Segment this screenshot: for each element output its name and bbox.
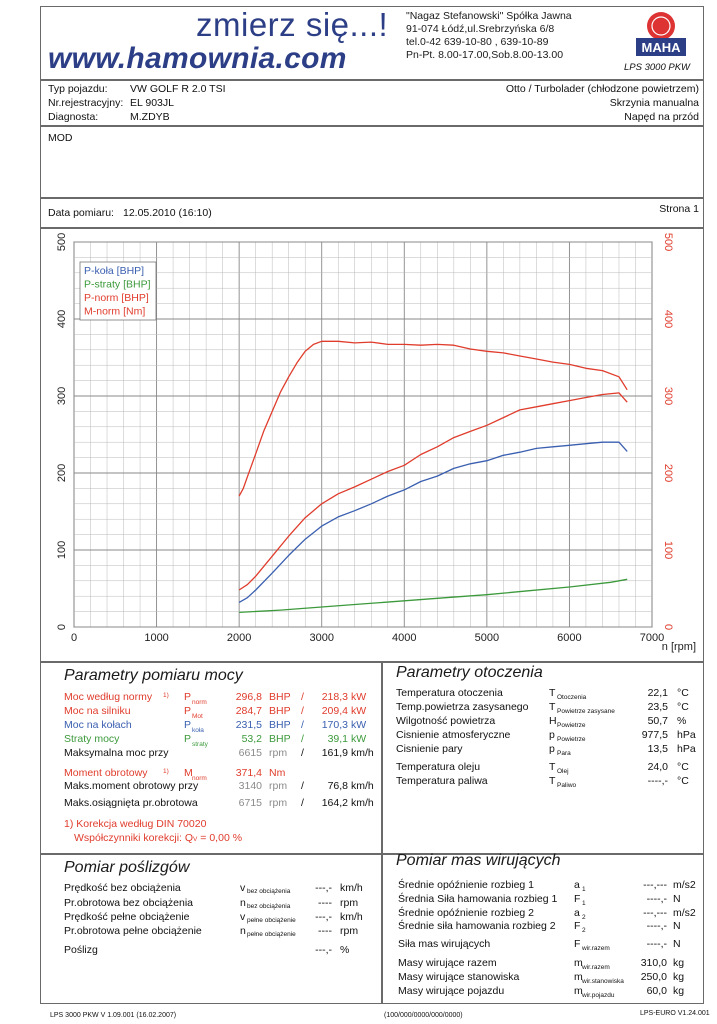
y-right-tick-label: 500 — [662, 232, 674, 252]
power-section-title: Parametry pomiaru mocy — [64, 667, 243, 684]
mass-row-unit: kg — [673, 957, 685, 969]
mass-row-symbol-sub: 2 — [582, 927, 586, 934]
ambient-row-unit: % — [677, 715, 687, 727]
ambient-row-unit: °C — [677, 761, 689, 773]
mass-row-value: ---,--- — [643, 907, 667, 919]
power-row-value: 371,4 — [235, 767, 262, 779]
slip-row-symbol-sub: bez obciążenia — [247, 903, 291, 910]
slip-row-unit: % — [340, 944, 350, 956]
ambient-row-label: Wilgotność powietrza — [396, 715, 496, 727]
legend-entry: P-straty [BHP] — [84, 278, 151, 291]
address-line: Pn-Pt. 8.00-17.00,Sob.8.00-13.00 — [406, 49, 564, 61]
x-tick-label: 0 — [70, 632, 78, 644]
slip-row-unit: rpm — [340, 897, 359, 909]
legend-entry: M-norm [Nm] — [84, 305, 146, 318]
mass-row-unit: kg — [673, 971, 685, 983]
ambient-row-symbol: T — [549, 761, 556, 773]
ambient-row-symbol: p — [549, 743, 555, 755]
y-right-tick-label: 0 — [662, 623, 674, 631]
power-row-label: Maks.moment obrotowy przy — [64, 780, 199, 792]
y-left-tick-label: 200 — [56, 463, 68, 483]
power-row-value: 231,5 — [235, 719, 262, 731]
power-row-separator: / — [301, 747, 304, 759]
power-row-unit-2: kW — [351, 719, 367, 731]
power-row-unit: BHP — [269, 733, 291, 745]
power-row-label: Maks.osiągnięta pr.obrotowa — [64, 797, 198, 809]
slip-row-value: ---- — [318, 897, 332, 909]
mass-row-value: 310,0 — [640, 957, 667, 969]
logo-seal — [647, 12, 675, 40]
mass-row-unit: m/s2 — [673, 907, 696, 919]
diagnostician-value: M.ZDYB — [130, 111, 170, 123]
power-row-value-2: 218,3 — [321, 691, 348, 703]
mass-row-value: ----,- — [646, 920, 667, 932]
ambient-row-unit: °C — [677, 687, 689, 699]
mass-row-symbol-sub: 2 — [582, 914, 586, 921]
mass-row-label: Masy wirujące pojazdu — [398, 985, 505, 997]
power-row-separator: / — [301, 733, 304, 745]
power-row-value: 284,7 — [235, 705, 262, 717]
mass-row-symbol-sub: 1 — [582, 900, 586, 907]
ambient-row-symbol: H — [549, 715, 557, 727]
ambient-row-value: 977,5 — [641, 729, 668, 741]
power-row-symbol-sub: norm — [192, 775, 207, 782]
power-row-value: 6615 — [238, 747, 262, 759]
ambient-row-value: ----,- — [647, 775, 668, 787]
power-row-value-2: 164,2 — [321, 797, 348, 809]
slip-row-value: ---,- — [315, 911, 332, 923]
ambient-row-label: Temperatura otoczenia — [396, 687, 503, 699]
engine-type: Otto / Turbolader (chłodzone powietrzem) — [505, 83, 699, 95]
power-row-value: 3140 — [238, 780, 262, 792]
mass-row-value: ----,- — [646, 893, 667, 905]
power-row-symbol: P — [184, 733, 192, 745]
slip-row-value: ---,- — [315, 944, 332, 956]
correction-coefficient — [74, 832, 242, 844]
address-line: tel.0-42 639-10-80 , 639-10-89 — [406, 36, 549, 48]
logo-text: MAHA — [641, 40, 681, 55]
x-tick-label: 1000 — [144, 632, 169, 644]
ambient-row-unit: °C — [677, 701, 689, 713]
mass-row-unit: kg — [673, 985, 685, 997]
power-row-unit-2: kW — [351, 705, 367, 717]
ambient-row-unit: °C — [677, 775, 689, 787]
mass-row-unit: m/s2 — [673, 879, 696, 891]
power-row-symbol: M — [184, 767, 193, 779]
drive-type: Napęd na przód — [624, 111, 699, 123]
y-left-tick-label: 500 — [56, 232, 68, 252]
vehicle-type-value: VW GOLF R 2.0 TSI — [130, 83, 226, 95]
mass-row-label: Średnie opóźnienie rozbieg 1 — [398, 879, 535, 891]
power-row-separator: / — [301, 705, 304, 717]
legend-entry: P-norm [BHP] — [84, 292, 149, 304]
power-row-unit: BHP — [269, 705, 291, 717]
notes-frame — [40, 126, 704, 198]
power-row-note: 1) — [163, 692, 169, 699]
power-row-label: Moc na silniku — [64, 705, 131, 717]
mass-row-label: Średnie opóźnienie rozbieg 2 — [398, 907, 535, 919]
x-tick-label: 7000 — [639, 632, 665, 644]
page-number: Strona 1 — [659, 203, 699, 215]
power-row-separator: / — [301, 691, 304, 703]
mass-row-symbol: m — [574, 971, 583, 983]
slip-row-symbol: v — [240, 882, 246, 894]
mass-row-symbol: m — [574, 985, 583, 997]
address-line: 91-074 Łódź,ul.Srebrzyńska 6/8 — [406, 23, 555, 35]
y-right-tick-label: 200 — [662, 463, 674, 483]
coefficient-label: Współczynniki korekcji: Q — [74, 832, 194, 844]
ambient-row-unit: hPa — [677, 743, 696, 755]
notes-text: MOD — [48, 132, 73, 144]
x-tick-label: 3000 — [309, 632, 334, 644]
vehicle-reg-value: EL 903JL — [130, 97, 174, 109]
power-row-value-2: 170,3 — [321, 719, 348, 731]
ambient-row-label: Cisnienie atmosferyczne — [396, 729, 511, 741]
model-label: LPS 3000 PKW — [624, 62, 691, 73]
power-row-symbol-sub: koła — [192, 727, 204, 734]
ambient-row-value: 22,1 — [647, 687, 668, 699]
power-row-unit: BHP — [269, 719, 291, 731]
ambient-row-symbol-sub: Powietrze zasysane — [557, 708, 615, 715]
power-row-unit-2: kW — [351, 733, 367, 745]
ambient-row-label: Cisnienie pary — [396, 743, 463, 755]
ambient-section-title: Parametry otoczenia — [396, 664, 543, 681]
footer-right: LPS-EURO V1.24.001 — [640, 1010, 710, 1017]
power-row-label: Maksymalna moc przy — [64, 747, 169, 759]
mass-row-symbol-sub: wir.stanowiska — [582, 978, 624, 985]
footer-left: LPS 3000 PKW V 1.09.001 (16.02.2007) — [50, 1012, 177, 1019]
mass-row-value: ----,- — [646, 938, 667, 950]
y-right-tick-label: 300 — [662, 386, 674, 406]
power-row-label: Moment obrotowy — [64, 767, 148, 779]
power-row-unit: rpm — [269, 797, 288, 809]
y-right-tick-label: 100 — [662, 540, 674, 560]
coefficient-value: = 0,00 % — [200, 832, 243, 844]
power-row-value-2: 76,8 — [327, 780, 348, 792]
mass-row-label: Masy wirujące razem — [398, 957, 497, 969]
ambient-row-value: 50,7 — [647, 715, 668, 727]
ambient-row-symbol: T — [549, 775, 556, 787]
slip-row-label: Prędkość pełne obciążenie — [64, 911, 190, 923]
diagnostician-label: Diagnosta: — [48, 111, 99, 123]
slip-row-unit: km/h — [340, 911, 363, 923]
ambient-row-value: 23,5 — [647, 701, 668, 713]
ambient-row-symbol-sub: Olej — [557, 768, 569, 775]
power-row-symbol: P — [184, 705, 192, 717]
power-row-symbol-sub: Mot — [192, 713, 203, 720]
mass-row-unit: N — [673, 938, 681, 950]
ambient-row-symbol: T — [549, 687, 556, 699]
power-row-unit-2: km/h — [351, 780, 374, 792]
slip-row-label: Pr.obrotowa pełne obciążenie — [64, 925, 202, 937]
ambient-row-symbol-sub: Powietrze — [557, 722, 586, 729]
ambient-row-symbol-sub: Paliwo — [557, 782, 577, 789]
power-row-separator: / — [301, 780, 304, 792]
ambient-row-label: Temperatura oleju — [396, 761, 481, 773]
coefficient-sub: V — [193, 836, 198, 843]
power-row-unit-2: km/h — [351, 747, 374, 759]
power-row-unit: Nm — [269, 767, 286, 779]
mass-row-label: Siła mas wirujących — [398, 938, 491, 950]
ambient-row-value: 13,5 — [647, 743, 668, 755]
power-row-unit: rpm — [269, 747, 288, 759]
maha-logo — [628, 8, 694, 62]
power-row-symbol: P — [184, 691, 192, 703]
company-address — [406, 10, 572, 62]
website[interactable]: www.hamownia.com — [48, 42, 347, 75]
slip-row-symbol: v — [240, 911, 246, 923]
power-row-value: 296,8 — [235, 691, 262, 703]
slip-row-unit: rpm — [340, 925, 359, 937]
power-row-value-2: 39,1 — [327, 733, 348, 745]
x-tick-label: 5000 — [474, 632, 500, 644]
footer-center: (100/000/0000/000/0000) — [384, 1012, 463, 1019]
y-left-tick-label: 0 — [56, 623, 68, 631]
slip-row-unit: km/h — [340, 882, 363, 894]
ambient-row-symbol: p — [549, 729, 555, 741]
power-row-unit: rpm — [269, 780, 288, 792]
ambient-row-symbol-sub: Para — [557, 750, 571, 757]
mass-row-value: 250,0 — [640, 971, 667, 983]
power-row-note: 1) — [163, 768, 169, 775]
slip-row-label: Poślizg — [64, 944, 98, 956]
slip-row-label: Prędkość bez obciążenia — [64, 882, 181, 894]
slip-row-value: ---- — [318, 925, 332, 937]
mass-row-value: ---,--- — [643, 879, 667, 891]
power-row-value: 53,2 — [241, 733, 262, 745]
mass-row-symbol-sub: 1 — [582, 886, 586, 893]
legend-entry: P-koła [BHP] — [84, 265, 145, 277]
power-row-symbol-sub: norm — [192, 699, 207, 706]
slip-row-symbol: n — [240, 897, 246, 909]
slip-row-symbol: n — [240, 925, 246, 937]
ambient-row-symbol: T — [549, 701, 556, 713]
power-row-value-2: 209,4 — [321, 705, 348, 717]
power-row-separator: / — [301, 797, 304, 809]
correction-note: 1) Korekcja według DIN 70020 — [64, 818, 207, 830]
power-row-label: Straty mocy — [64, 733, 120, 745]
chart-grid — [74, 242, 652, 627]
x-tick-label: 2000 — [226, 632, 252, 644]
slogan: zmierz się...! — [196, 6, 389, 43]
y-right-tick-label: 400 — [662, 309, 674, 329]
mass-row-symbol-sub: wir.pojazdu — [582, 992, 615, 999]
slip-row-symbol-sub: pełne obciążenie — [247, 917, 296, 924]
mass-row-symbol-sub: wir.razem — [582, 964, 610, 971]
power-row-value: 6715 — [238, 797, 262, 809]
power-row-label: Moc na kołach — [64, 719, 132, 731]
address-line: "Nagaz Stefanowski" Spółka Jawna — [406, 10, 572, 22]
slip-row-symbol-sub: bez obciążenia — [247, 888, 291, 895]
date-label: Data pomiaru: — [48, 207, 114, 219]
ambient-row-value: 24,0 — [647, 761, 668, 773]
masses-section-title: Pomiar mas wirujących — [396, 852, 561, 869]
y-left-tick-label: 400 — [56, 309, 68, 329]
mass-row-unit: N — [673, 920, 681, 932]
dyno-chart — [40, 228, 702, 660]
mass-row-symbol-sub: wir.razem — [582, 945, 610, 952]
mass-row-symbol: F — [574, 938, 581, 950]
mass-row-symbol: a — [574, 879, 580, 891]
mass-row-unit: N — [673, 893, 681, 905]
power-row-unit-2: kW — [351, 691, 367, 703]
gearbox-type: Skrzynia manualna — [609, 97, 699, 109]
power-row-symbol-sub: straty — [192, 741, 208, 748]
power-row-value-2: 161,9 — [321, 747, 348, 759]
mass-row-symbol: m — [574, 957, 583, 969]
chart-legend — [80, 262, 156, 320]
plot-area — [74, 242, 652, 627]
y-left-tick-label: 300 — [56, 386, 68, 406]
ambient-row-symbol-sub: Powietrze — [557, 736, 586, 743]
mass-row-label: Masy wirujące stanowiska — [398, 971, 520, 983]
y-left-tick-label: 100 — [56, 540, 68, 560]
slip-row-value: ---,- — [315, 882, 332, 894]
ambient-row-unit: hPa — [677, 729, 696, 741]
mass-row-symbol: F — [574, 920, 581, 932]
mass-row-label: Średnie siła hamowania rozbieg 2 — [398, 920, 556, 932]
slip-section-title: Pomiar poślizgów — [64, 859, 190, 876]
x-tick-label: 6000 — [557, 632, 582, 644]
mass-row-symbol: F — [574, 893, 581, 905]
ambient-row-label: Temperatura paliwa — [396, 775, 488, 787]
power-row-unit: BHP — [269, 691, 291, 703]
vehicle-type-label: Typ pojazdu: — [48, 83, 108, 95]
x-tick-label: 4000 — [392, 632, 417, 644]
ambient-row-label: Temp.powietrza zasysanego — [396, 701, 529, 713]
power-row-separator: / — [301, 719, 304, 731]
mass-row-symbol: a — [574, 907, 580, 919]
x-axis-label: n [rpm] — [661, 641, 696, 653]
mass-row-value: 60,0 — [646, 985, 667, 997]
power-row-symbol: P — [184, 719, 192, 731]
power-row-label: Moc według normy — [64, 691, 153, 703]
slip-row-label: Pr.obrotowa bez obciążenia — [64, 897, 193, 909]
power-row-unit-2: km/h — [351, 797, 374, 809]
vehicle-reg-label: Nr.rejestracyjny: — [48, 97, 124, 109]
slip-row-symbol-sub: pełne obciążenie — [247, 931, 296, 938]
date-value: 12.05.2010 (16:10) — [123, 207, 212, 219]
ambient-row-symbol-sub: Otoczenia — [557, 694, 587, 701]
mass-row-label: Średnia Siła hamowania rozbieg 1 — [398, 893, 558, 905]
